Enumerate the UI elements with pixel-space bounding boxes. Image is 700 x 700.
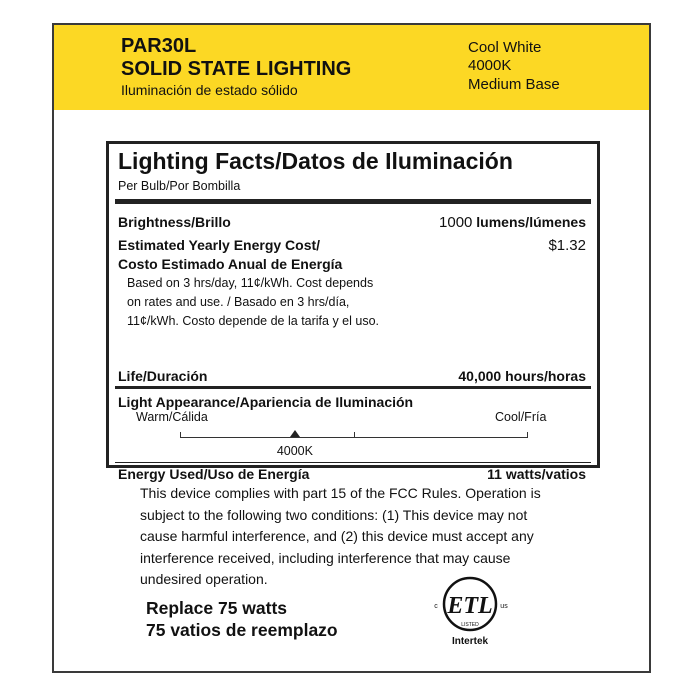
cert-listed-text: LISTED bbox=[461, 622, 479, 628]
fcc-line: undesired operation. bbox=[140, 571, 268, 587]
divider-thin bbox=[115, 462, 591, 463]
etl-listed-mark-icon bbox=[430, 570, 510, 650]
scale-tick bbox=[527, 432, 528, 438]
energy-cost-label-1: Estimated Yearly Energy Cost/ bbox=[118, 237, 321, 253]
product-label bbox=[52, 23, 651, 673]
replace-line-es: 75 vatios de reemplazo bbox=[146, 620, 338, 640]
energy-cost-note bbox=[127, 274, 487, 331]
technology-name: SOLID STATE LIGHTING bbox=[121, 58, 352, 80]
cool-label: Cool/Fría bbox=[495, 410, 547, 424]
replacement-wattage bbox=[146, 597, 338, 641]
life-label: Life/Duración bbox=[118, 368, 208, 384]
divider-thick bbox=[115, 199, 591, 204]
cost-note-line: on rates and use. / Basado en 3 hrs/día, bbox=[127, 295, 350, 309]
facts-title: Lighting Facts/Datos de Iluminación bbox=[118, 148, 513, 174]
fcc-line: This device complies with part 15 of the FCC Rules. Operation is bbox=[140, 485, 541, 501]
fcc-line: cause harmful interference, and (2) this device must accept any bbox=[140, 528, 534, 544]
scale-tick bbox=[180, 432, 181, 438]
divider-thick bbox=[115, 386, 591, 389]
cert-right-text: us bbox=[500, 603, 508, 610]
model-name: PAR30L bbox=[121, 35, 197, 57]
lighting-facts-box bbox=[106, 141, 600, 482]
appearance-marker-label: 4000K bbox=[276, 444, 313, 458]
energy-cost-value: $1.32 bbox=[548, 237, 586, 254]
technology-name-es: Iluminación de estado sólido bbox=[121, 82, 298, 98]
life-value: 40,000 hours/horas bbox=[458, 368, 586, 384]
brightness-label: Brightness/Brillo bbox=[118, 214, 231, 230]
cost-note-line: 11¢/kWh. Costo depende de la tarifa y el uso. bbox=[127, 314, 380, 328]
cost-note-line: Based on 3 hrs/day, 11¢/kWh. Cost depends bbox=[127, 276, 374, 290]
energy-used-label: Energy Used/Uso de Energía bbox=[118, 466, 310, 482]
color-name: Cool White bbox=[468, 39, 542, 56]
appearance-marker bbox=[290, 430, 300, 437]
header-banner bbox=[54, 25, 649, 110]
fcc-line: interference received, including interference that may cause bbox=[140, 549, 511, 566]
facts-subtitle: Per Bulb/Por Bombilla bbox=[118, 179, 241, 193]
brightness-number: 1000 bbox=[439, 214, 473, 231]
base-type: Medium Base bbox=[468, 76, 560, 93]
color-temperature: 4000K bbox=[468, 57, 512, 74]
scale-tick bbox=[354, 432, 355, 438]
brightness-value bbox=[439, 214, 586, 231]
cert-left-text: c bbox=[434, 603, 438, 610]
replace-line-en: Replace 75 watts bbox=[146, 598, 288, 618]
appearance-label: Light Appearance/Apariencia de Iluminación bbox=[118, 394, 414, 410]
energy-cost-label-2: Costo Estimado Anual de Energía bbox=[118, 256, 343, 272]
brightness-unit: lumens/lúmenes bbox=[476, 214, 586, 230]
fcc-line: subject to the following two conditions: (1) This device may not bbox=[140, 506, 528, 523]
fcc-statement bbox=[140, 483, 580, 591]
warm-label: Warm/Cálida bbox=[136, 410, 208, 424]
energy-used-value: 11 watts/vatios bbox=[487, 466, 586, 482]
cert-company-text: Intertek bbox=[451, 636, 489, 647]
cert-mark-text: ETL bbox=[447, 593, 493, 619]
